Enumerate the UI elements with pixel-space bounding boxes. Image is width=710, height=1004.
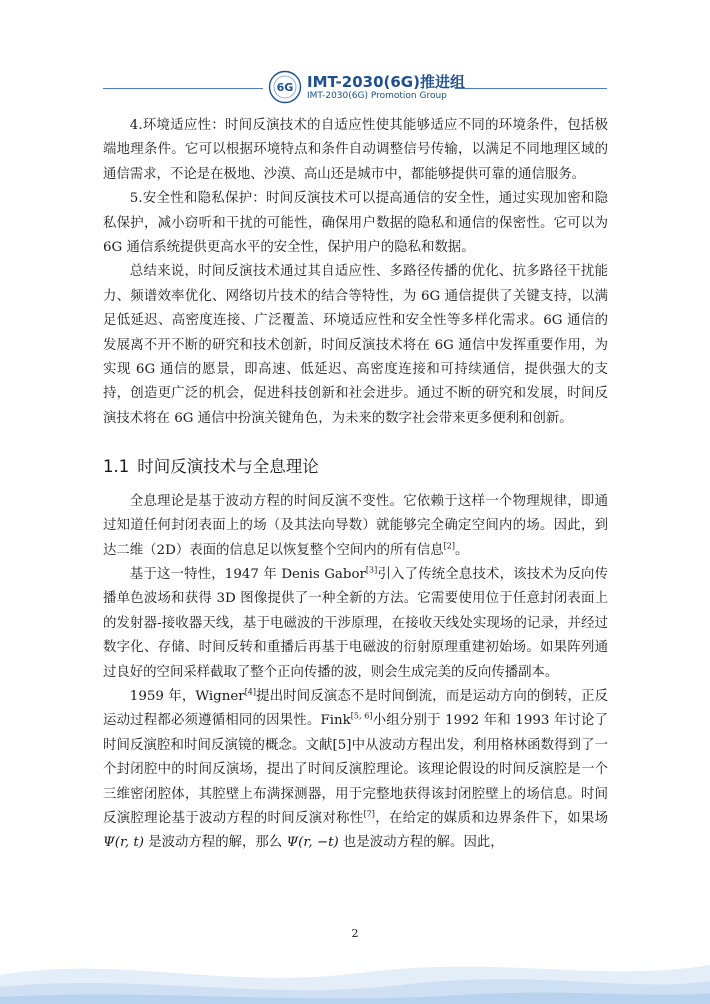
citation-ref: [2] (443, 541, 455, 551)
paragraph-time-reversal-history (103, 685, 608, 856)
holography-text: 全息理论是基于波动方程的时间反演不变性。它依赖于这样一个物理规律，即通过知道任何封闭表面上的场（及其法向导数）就能够完全确定空间内的场。因此，到达二维（2D）表面的信息足以恢复整个空间内的所有信息 (103, 493, 608, 558)
history-text-b: 提出时间反演态不是时间倒流，而是运动方向的倒转，正反运动过程都必须遵循相同的因果性。Fink (103, 688, 608, 729)
paragraph-environment-adaptability: 4.环境适应性：时间反演技术的自适应性使其能够适应不同的环境条件，包括极端地理条件。它可以根据环境特点和条件自动调整信号传输，以满足不同地理区域的通信需求，不论是在极地、沙漠、高山还是城市中，都能够提供可靠的通信服务。 (103, 118, 608, 182)
paragraph-holography-theory (103, 490, 608, 563)
paragraph-gabor-holography (103, 563, 608, 685)
math-psi-forward: Ψ(r, t) (103, 835, 145, 851)
brand-subtitle: IMT-2030(6G) Promotion Group (307, 91, 447, 101)
footer-wave-decoration (0, 935, 710, 1004)
history-text-e: 是波动方程的解，那么 (144, 835, 287, 851)
header-rule-left (103, 88, 263, 89)
citation-ref: [3] (365, 565, 378, 575)
holography-text-end: 。 (454, 542, 469, 558)
paragraph-summary: 总结来说，时间反演技术通过其自适应性、多路径传播的优化、抗多路径干扰能力、频谱效率优化、网络切片技术的结合等特性，为 6G 通信提供了关键支持，以满足低延迟、高密度连接、广泛覆盖、环境适应性和安全性等多样化需求。6G 通信的发展离不开不断的研究和技术创新，时间反演技术将在 6G 通信中发挥重要作用，为实现 6G 通信的愿景，即高速、低延迟、高密度连接和可持续通信，提供强大的支持，创造更广泛的机会，促进科技创新和社会进步。通过不断的研究和发展，时间反演技术将在 6G 通信中扮演关键角色，为未来的数字社会带来更多便利和创新。 (103, 264, 608, 426)
logo-text: 6G (276, 81, 294, 94)
page-number: 2 (351, 927, 359, 940)
section-heading (103, 455, 608, 479)
math-psi-reversed: Ψ(r, −t) (286, 835, 339, 851)
gabor-text-a: 基于这一特性，1947 年 Denis Gabor (129, 566, 366, 582)
brand-title: IMT-2030(6G)推进组 (307, 73, 465, 91)
citation-ref: [7] (363, 809, 375, 819)
header-rule-right (455, 88, 607, 89)
gabor-text-b: 引入了传统全息技术，该技术为反向传播单色波场和获得 3D 图像提供了一种全新的方法。它需要使用位于任意封闭表面上的发射器-接收器天线，基于电磁波的干涉原理，在接收天线处实现场的记录，并经过数字化、存储、时间反转和重播后再基于电磁波的衍射原理重建初始场。如果阵列通过良好的空间采样截取了整个正向传播的波，则会生成完美的反向传播副本。 (103, 566, 608, 680)
history-text-a: 1959 年，Wigner (129, 688, 245, 704)
history-text-f: 也是波动方程的解。因此， (338, 835, 504, 851)
imt2030-logo-icon (268, 70, 302, 104)
paragraph-security-privacy: 5.安全性和隐私保护：时间反演技术可以提高通信的安全性，通过实现加密和隐私保护，减小窃听和干扰的可能性，确保用户数据的隐私和通信的保密性。它可以为 6G 通信系统提供更高水平的安全性，保护用户的隐私和数据。 (103, 191, 608, 256)
section-title: 时间反演技术与全息理论 (137, 457, 319, 477)
history-text-d: ，在给定的媒质和边界条件下，如果场 (374, 810, 609, 826)
history-text-c: 小组分别于 1992 年和 1993 年讨论了时间反演腔和时间反演镜的概念。文献[5]中从波动方程出发，利用格林函数得到了一个封闭腔中的时间反演场，提出了时间反演腔理论。该理论假设的时间反演腔是一个三维密闭腔体，其腔壁上布满探测器，用于完整地获得该封闭腔壁上的场信息。时间反演腔理论基于波动方程的时间反演对称性 (103, 713, 608, 826)
document-body (103, 114, 608, 856)
citation-ref: [5, 6] (350, 711, 373, 721)
citation-ref: [4] (244, 687, 257, 697)
section-number: 1.1 (103, 457, 130, 477)
